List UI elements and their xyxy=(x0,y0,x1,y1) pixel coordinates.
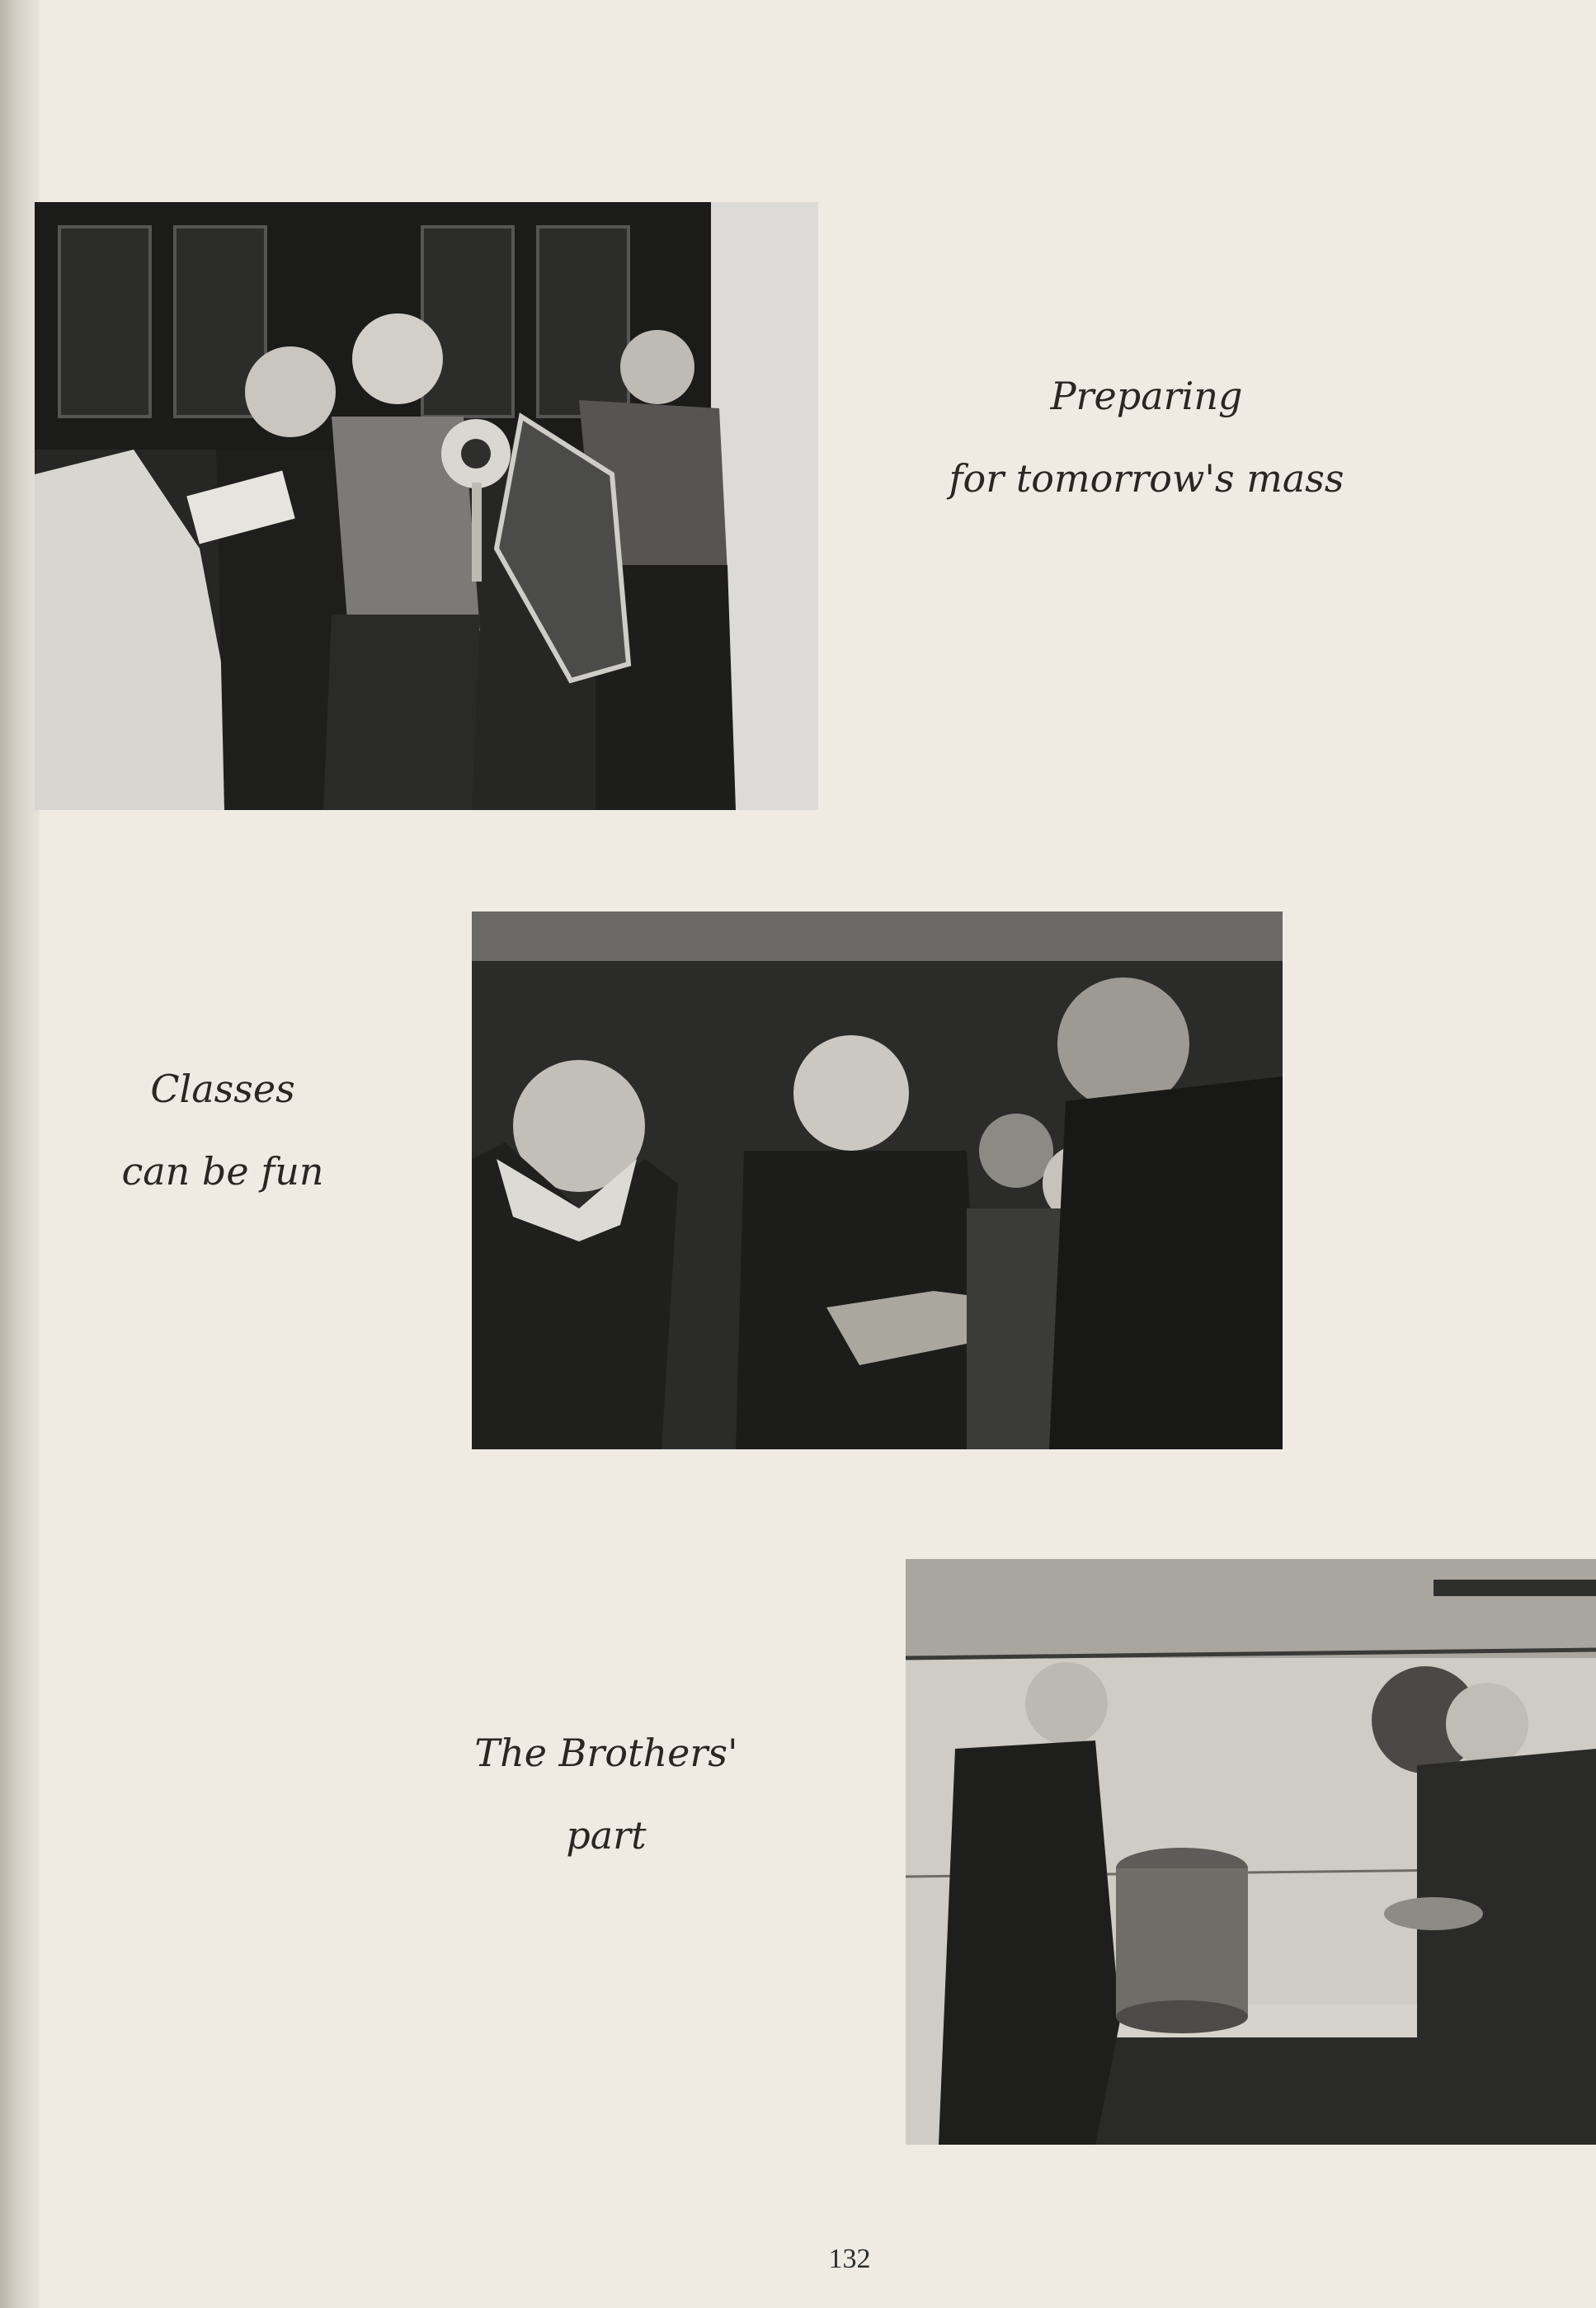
caption-brothers xyxy=(441,1712,771,1877)
caption-classes-line-1: Classes xyxy=(150,1067,295,1111)
photo-brothers xyxy=(906,1559,1596,2145)
caption-brothers-line-2: part xyxy=(566,1813,647,1858)
caption-classes xyxy=(66,1048,379,1213)
caption-brothers-line-1: The Brothers' xyxy=(474,1731,738,1775)
photo-preparing-mass xyxy=(35,202,818,810)
photo-brothers-image xyxy=(906,1559,1596,2145)
photo-classes xyxy=(472,911,1283,1449)
page-binding-edge xyxy=(0,0,40,2308)
page-number: 132 xyxy=(828,2244,871,2274)
caption-preparing-line-2: for tomorrow's mass xyxy=(949,456,1344,501)
caption-classes-line-2: can be fun xyxy=(121,1149,324,1194)
photo-preparing-mass-image xyxy=(35,202,818,810)
photo-classes-image xyxy=(472,911,1283,1449)
caption-preparing xyxy=(858,355,1435,520)
caption-preparing-line-1: Preparing xyxy=(1050,374,1243,418)
